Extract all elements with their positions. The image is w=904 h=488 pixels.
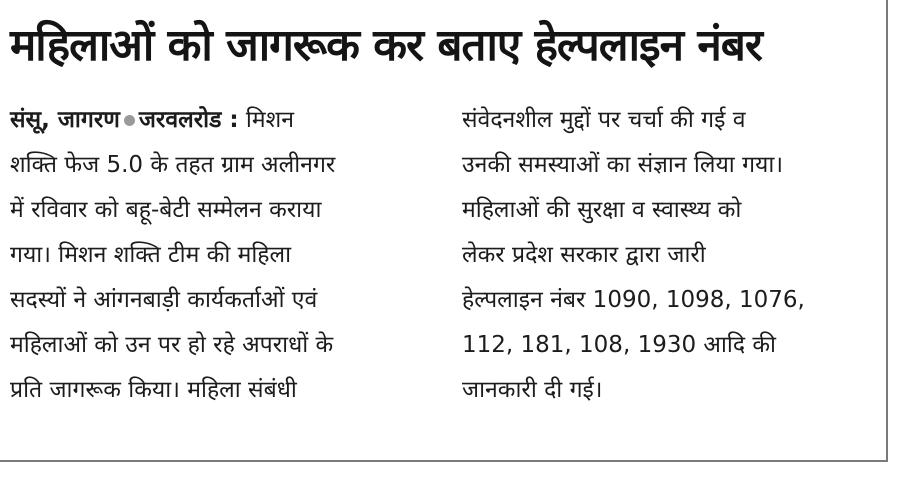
dateline-source: संसू, जागरण bbox=[10, 107, 120, 133]
article-column-right bbox=[462, 98, 878, 413]
article-line: हेल्पलाइन नंबर 1090, 1098, 1076, bbox=[462, 287, 805, 313]
article-line: गया। मिशन शक्ति टीम की महिला bbox=[10, 242, 292, 268]
article-text: मिशन bbox=[245, 107, 295, 133]
article-line: महिलाओं की सुरक्षा व स्वास्थ्य को bbox=[462, 197, 742, 223]
article-line: में रविवार को बहू-बेटी सम्मेलन कराया bbox=[10, 197, 322, 223]
article-line: जानकारी दी गई। bbox=[462, 377, 603, 403]
dateline-place: जरवलरोड : bbox=[138, 107, 239, 133]
article-line bbox=[10, 98, 430, 143]
article-column-left bbox=[10, 98, 430, 413]
article-line: शक्ति फेज 5.0 के तहत ग्राम अलीनगर bbox=[10, 152, 336, 178]
article-line: संवेदनशील मुद्दों पर चर्चा की गई व bbox=[462, 107, 746, 133]
bullet-dot-icon bbox=[124, 115, 135, 126]
article-line: महिलाओं को उन पर हो रहे अपराधों के bbox=[10, 332, 334, 358]
article-line: 112, 181, 108, 1930 आदि की bbox=[462, 332, 777, 358]
article-line: प्रति जागरूक किया। महिला संबंधी bbox=[10, 377, 297, 403]
article-line: लेकर प्रदेश सरकार द्वारा जारी bbox=[462, 242, 706, 268]
headline: महिलाओं को जागरूक कर बताए हेल्पलाइन नंबर bbox=[10, 20, 762, 71]
article-line: उनकी समस्याओं का संज्ञान लिया गया। bbox=[462, 152, 784, 178]
article-line: सदस्यों ने आंगनबाड़ी कार्यकर्ताओं एवं bbox=[10, 287, 318, 313]
